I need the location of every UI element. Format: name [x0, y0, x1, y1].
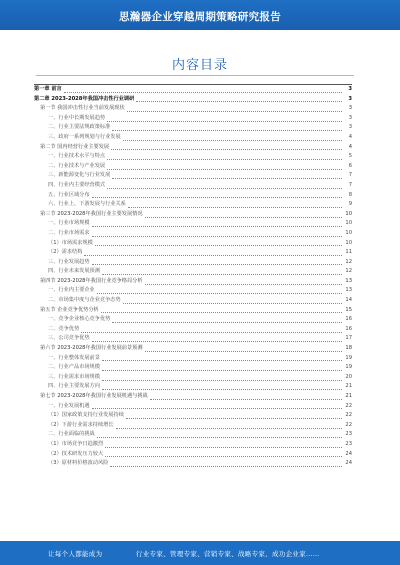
- toc-entry[interactable]: [34, 133, 352, 143]
- toc-leader-dots: [92, 225, 342, 227]
- toc-leader-dots: [145, 283, 342, 285]
- toc-heading: 内容目录: [171, 58, 228, 73]
- toc-entry-title: 三、新能源变化与行业发展: [48, 172, 111, 179]
- toc-entry[interactable]: [34, 143, 352, 153]
- toc-leader-dots: [110, 465, 342, 467]
- toc-leader-dots: [127, 110, 342, 112]
- toc-leader-dots: [116, 427, 342, 429]
- toc-leader-dots: [92, 263, 342, 265]
- toc-entry-page: 24: [345, 450, 352, 457]
- toc-entry-title: 四、行业内主要经营模式: [48, 181, 106, 188]
- toc-entry-title: （1）市场需求规模: [48, 239, 93, 246]
- toc-entry-title: 一、行业内主要企业: [48, 287, 95, 294]
- toc-entry-page: 17: [345, 335, 352, 342]
- toc-leader-dots: [136, 100, 342, 102]
- toc-entry-page: 12: [345, 268, 352, 275]
- toc-entry-title: 六、行业上、下游发展与行业关系: [48, 201, 126, 208]
- toc-entry-title: 一、竞争企业核心竞争优势: [48, 316, 111, 323]
- toc-entry-title: 二、竞争优势: [48, 325, 80, 332]
- toc-entry[interactable]: [34, 382, 352, 392]
- toc-entry-title: 第五节 企业竞争优势分析: [40, 306, 99, 313]
- toc-entry-page: 6: [348, 162, 352, 169]
- toc-leader-dots: [105, 446, 342, 448]
- toc-leader-dots: [112, 129, 342, 131]
- toc-entry[interactable]: [34, 334, 352, 344]
- toc-entry-page: 3: [348, 114, 352, 121]
- toc-entry-title: （2）技术研发压力较大: [48, 450, 104, 457]
- toc-entry-title: 一、行业中长期发展趋势: [48, 114, 106, 121]
- toc-entry-page: 22: [345, 412, 352, 419]
- toc-entry-page: 14: [345, 297, 352, 304]
- toc-entry[interactable]: [34, 325, 352, 335]
- toc-entry-page: 15: [345, 306, 352, 313]
- toc-entry[interactable]: [34, 123, 352, 133]
- toc-leader-dots: [150, 398, 342, 400]
- toc-entry[interactable]: [34, 286, 352, 296]
- page-footer: [0, 541, 400, 565]
- toc-entry-title: （3）原材料价格波动风险: [48, 460, 109, 467]
- toc-leader-dots: [107, 168, 342, 170]
- toc-leader-dots: [64, 91, 342, 93]
- toc-entry[interactable]: [34, 95, 352, 105]
- toc-entry-page: 22: [345, 421, 352, 428]
- toc-entry-page: 3: [348, 124, 352, 131]
- toc-entry[interactable]: [34, 296, 352, 306]
- toc-entry-title: 一、行业整体发展前景: [48, 354, 100, 361]
- toc-entry-page: 12: [345, 258, 352, 265]
- toc-entry[interactable]: [34, 392, 352, 402]
- toc-entry-title: 三、政府一系列规划与行业发展: [48, 133, 121, 140]
- toc-leader-dots: [107, 187, 342, 189]
- toc-entry-title: 第二章 2023-2028年我国冲击性行业调研: [34, 95, 135, 102]
- toc-entry[interactable]: [34, 459, 352, 469]
- toc-leader-dots: [92, 407, 342, 409]
- toc-entry-page: 21: [345, 393, 352, 399]
- toc-entry[interactable]: [34, 104, 352, 114]
- toc-entry-page: 4: [348, 133, 352, 140]
- toc-entry-title: （2）需求结构: [48, 249, 83, 256]
- toc-entry-page: 23: [345, 431, 352, 438]
- toc-entry-page: 3: [348, 105, 352, 112]
- footer-roles: 行业专家、管理专家、营销专家、战略专家、成功企业家……: [136, 550, 320, 558]
- toc-entry[interactable]: [34, 152, 352, 162]
- toc-entry-title: 三、行业需求市场规模: [48, 373, 100, 380]
- toc-leader-dots: [101, 311, 342, 313]
- toc-leader-dots: [126, 417, 342, 419]
- toc-leader-dots: [92, 196, 342, 198]
- toc-entry-title: 二、市场集中度与企业竞争态势: [48, 297, 121, 304]
- toc-entry-page: 10: [345, 220, 352, 227]
- toc-entry[interactable]: [34, 315, 352, 325]
- toc-entry[interactable]: [34, 344, 352, 354]
- toc-entry[interactable]: [34, 171, 352, 181]
- toc-entry[interactable]: [34, 450, 352, 460]
- toc-entry-page: 11: [345, 249, 352, 256]
- toc-entry[interactable]: [34, 191, 352, 201]
- toc-entry[interactable]: [34, 210, 352, 220]
- toc-entry-page: 13: [345, 287, 352, 294]
- toc-entry[interactable]: [34, 354, 352, 364]
- toc-leader-dots: [102, 273, 342, 275]
- toc-entry[interactable]: [34, 421, 352, 431]
- toc-leader-dots: [102, 369, 342, 371]
- toc-entry[interactable]: [34, 229, 352, 239]
- toc-entry-page: 16: [345, 316, 352, 323]
- toc-leader-dots: [128, 206, 342, 208]
- report-header: [0, 0, 400, 30]
- report-title: 思瀚器企业穿越周期策略研究报告: [119, 11, 281, 23]
- toc-leader-dots: [112, 321, 342, 323]
- toc-entry[interactable]: [34, 239, 352, 249]
- toc-entry-page: 7: [348, 181, 352, 188]
- toc-entry-page: 23: [345, 440, 352, 447]
- toc-entry[interactable]: [34, 84, 352, 95]
- toc-entry-title: 第四节 2023-2028年我国行业竞争格局分析: [40, 277, 143, 284]
- toc-entry-page: 22: [345, 402, 352, 409]
- toc-entry-page: 19: [345, 354, 352, 361]
- toc-leader-dots: [123, 302, 342, 304]
- toc-entry-title: 第二节 国内经营行业主要发展: [40, 143, 110, 150]
- toc-entry-page: 3: [348, 95, 352, 102]
- toc-entry[interactable]: [34, 219, 352, 229]
- toc-entry[interactable]: [34, 306, 352, 316]
- toc-entry-page: 5: [348, 153, 352, 160]
- toc-leader-dots: [92, 235, 342, 237]
- toc-leader-dots: [81, 331, 342, 333]
- toc-entry-title: 第一节 我国冲击性行业当前发展现状: [40, 105, 125, 112]
- toc-leader-dots: [92, 340, 342, 342]
- footer-slogan: 让每个人都能成为: [48, 550, 103, 558]
- toc-entry-title: 二、行业面临的挑战: [48, 431, 95, 438]
- toc-entry[interactable]: [34, 373, 352, 383]
- toc-entry-title: 三、行业发展趋势: [48, 258, 90, 265]
- toc-leader-dots: [107, 120, 342, 122]
- toc-leader-dots: [102, 379, 342, 381]
- toc-leader-dots: [102, 359, 342, 361]
- toc-entry-page: 8: [348, 191, 352, 198]
- toc-entry-page: 7: [348, 172, 352, 179]
- toc-entry-title: 第六节 2023-2028年我国行业发展前景预测: [40, 345, 143, 352]
- toc-entry-page: 16: [345, 325, 352, 332]
- toc-entry-title: 一、行业市场规模: [48, 220, 90, 227]
- toc-entry-title: 二、行业技术与产业发展: [48, 162, 106, 169]
- toc-entry-title: 二、行业产品市场规模: [48, 364, 100, 371]
- toc-leader-dots: [107, 158, 342, 160]
- toc-entry[interactable]: [34, 114, 352, 124]
- toc-entry[interactable]: [34, 277, 352, 287]
- toc-entry[interactable]: [34, 440, 352, 450]
- toc-entry[interactable]: [34, 363, 352, 373]
- toc-entry-title: 二、行业主要法规政策标准: [48, 124, 111, 131]
- toc-entry-title: 四、行业未来发展预测: [48, 268, 100, 275]
- toc-entry-page: 10: [345, 239, 352, 246]
- toc-entry[interactable]: [34, 258, 352, 268]
- toc-leader-dots: [102, 388, 342, 390]
- toc-entry[interactable]: [34, 181, 352, 191]
- toc-entry-title: 四、行业主要发展方向: [48, 383, 100, 390]
- toc-leader-dots: [145, 216, 342, 218]
- toc-leader-dots: [112, 177, 342, 179]
- toc-entry-page: 19: [345, 364, 352, 371]
- toc-entry-page: 9: [348, 201, 352, 208]
- toc-entry-page: 10: [345, 229, 352, 236]
- toc-entry[interactable]: [34, 430, 352, 440]
- toc-leader-dots: [145, 350, 342, 352]
- toc-entry-page: 3: [348, 86, 352, 92]
- toc-entry-title: 三、公司竞争优势: [48, 335, 90, 342]
- toc-entry-title: 一、行业发展机遇: [48, 402, 90, 409]
- toc-entry-page: 10: [345, 210, 352, 217]
- toc-entry-title: 第七节 2023-2028年我国行业发展机遇与挑战: [40, 393, 148, 399]
- toc-leader-dots: [97, 292, 342, 294]
- toc-entry-page: 13: [345, 277, 352, 284]
- toc-entry-page: 21: [345, 383, 352, 390]
- toc-leader-dots: [123, 139, 342, 141]
- toc-entry[interactable]: [34, 200, 352, 210]
- toc-entry-title: （1）市场竞争日趋激烈: [48, 440, 104, 447]
- table-of-contents: [34, 84, 352, 469]
- toc-leader-dots: [111, 148, 342, 150]
- toc-entry[interactable]: [34, 267, 352, 277]
- toc-entry-page: 20: [345, 373, 352, 380]
- toc-entry[interactable]: [34, 411, 352, 421]
- toc-entry-title: （2）下游行业需求持续增长: [48, 421, 114, 428]
- toc-divider: [36, 75, 354, 76]
- toc-leader-dots: [95, 244, 342, 246]
- toc-entry-title: 一、行业技术水平与特点: [48, 153, 106, 160]
- toc-entry-title: （1）国家政策支持行业发展持续: [48, 412, 124, 419]
- toc-entry-title: 第一章 前言: [34, 86, 62, 92]
- toc-leader-dots: [97, 436, 342, 438]
- toc-entry-page: 18: [345, 345, 352, 352]
- toc-entry[interactable]: [34, 162, 352, 172]
- toc-entry-title: 二、行业市场需求: [48, 229, 90, 236]
- toc-entry-page: 24: [345, 460, 352, 467]
- toc-entry-title: 五、行业区域分布: [48, 191, 90, 198]
- toc-entry-page: 4: [348, 143, 352, 150]
- toc-leader-dots: [84, 254, 342, 256]
- toc-entry-title: 第三节 2023-2028年我国行业主要发展情况: [40, 210, 143, 217]
- toc-entry[interactable]: [34, 402, 352, 412]
- toc-leader-dots: [105, 455, 342, 457]
- toc-entry[interactable]: [34, 248, 352, 258]
